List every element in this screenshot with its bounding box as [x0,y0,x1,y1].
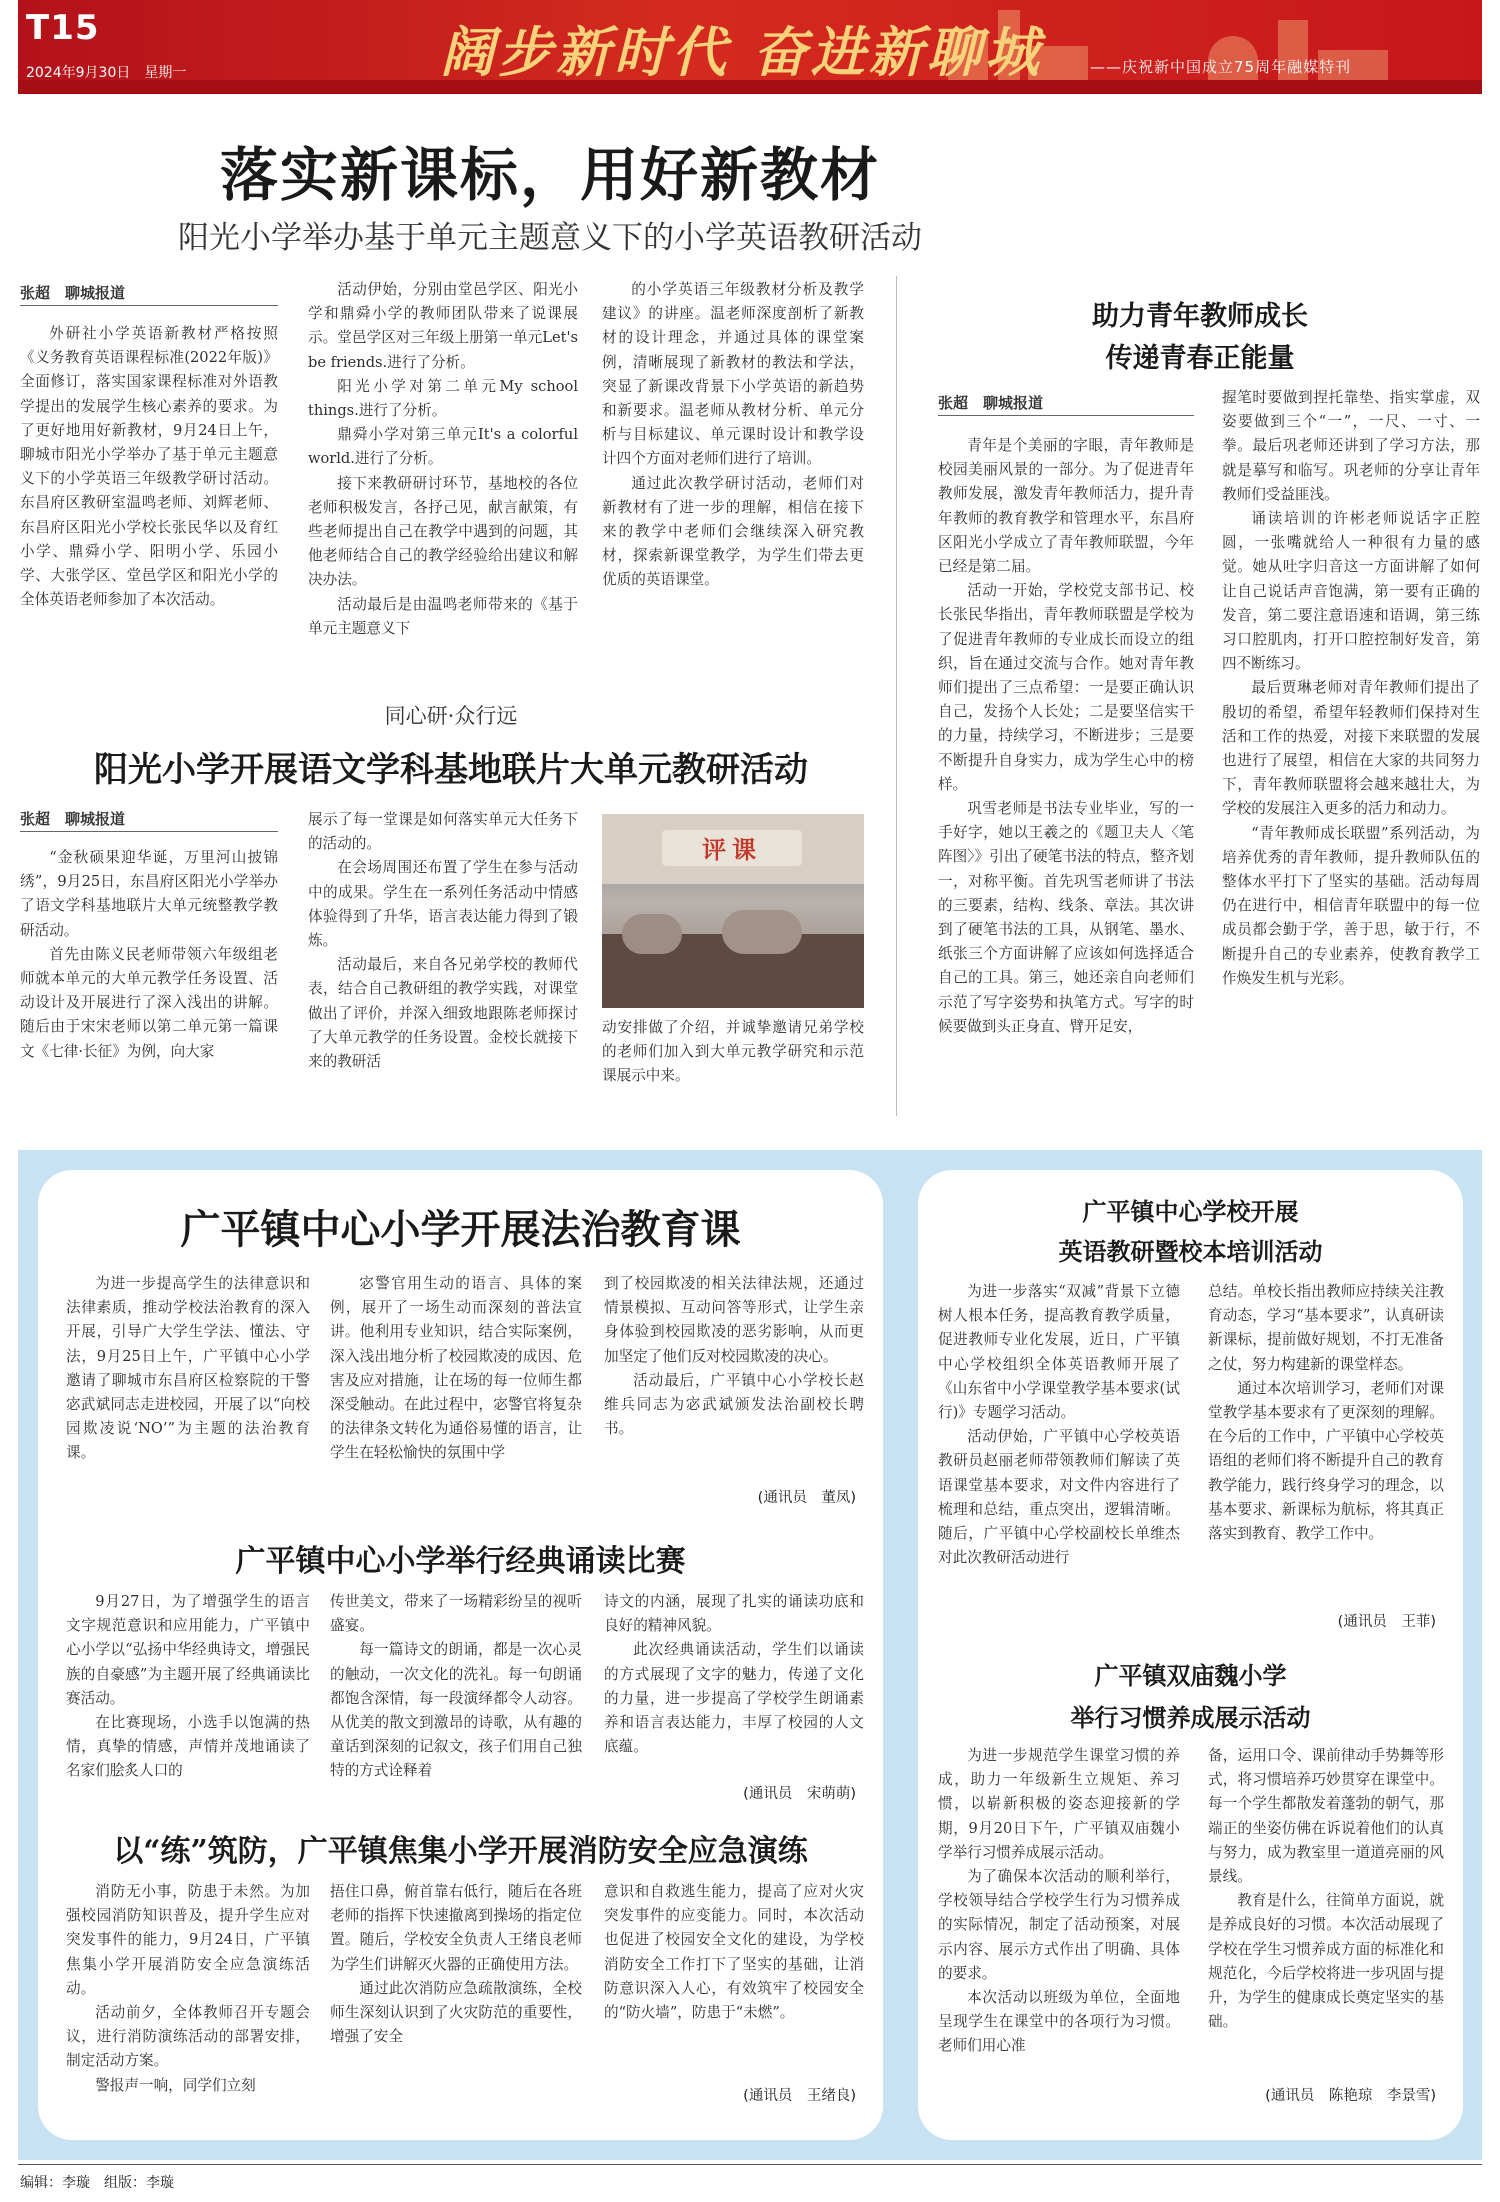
paragraph: 外研社小学英语新教材严格按照《义务教育英语课程标准(2022年版)》全面修订，落实国家课程标准对外语教学提出的发展学生核心素养的要求。为了更好地用好新教材，9月24日上午，聊城市阳光小学举办了基于单元主题意义下的小学英语三年级教学研讨活动。东昌府区教研室温鸣老师、刘辉老师、东昌府区阳光小学校长张民华以及育红小学、鼎舜小学、阳明小学、乐园小学、大张学区、堂邑学区和阳光小学的全体英语老师参加了本次活动。 [20,325,278,609]
article-2-column-3 [602,1016,864,1116]
article-7-column-1 [938,1280,1180,1632]
paragraph: 到了校园欺凌的相关法律法规，还通过情景模拟、互动问答等形式，让学生亲身体验到校园欺凌的恶劣影响，从而更加坚定了他们反对校园欺凌的决心。 [604,1275,864,1365]
paragraph: 活动前夕，全体教师召开专题会议，进行消防演练活动的部署安排，制定活动方案。 [66,2004,310,2070]
paragraph: 消防无小事，防患于未然。为加强校园消防知识普及，提升学生应对突发事件的能力，9月24日，广平镇焦集小学开展消防安全应急演练活动。 [66,1883,310,1997]
article-5-title: 广平镇中心小学举行经典诵读比赛 [235,1544,686,1579]
column-divider [896,276,897,1116]
paragraph: 诗文的内涵，展现了扎实的诵读功底和良好的精神风貌。 [604,1593,864,1635]
article-4-signature: (通讯员 董凤) [757,1490,856,1506]
paragraph: 接下来教研研讨环节，基地校的各位老师积极发言，各抒己见，献言献策，有些老师提出自己在教学中遇到的问题，其他老师结合自己的教学经验给出建议和解决办法。 [308,474,578,589]
article-1-subtitle: 阳光小学举办基于单元主题意义下的小学英语教研活动 [178,220,922,256]
article-7-column-2 [1208,1280,1444,1604]
article-3-title-line-1: 助力青年教师成长 [1092,301,1308,332]
article-6-signature: (通讯员 王绪良) [743,2088,856,2104]
paragraph: 警报声一响，同学们立刻 [95,2076,256,2094]
article-8-signature: (通讯员 陈艳琼 李景雪) [1265,2088,1436,2104]
article-3-column-1 [938,434,1194,1116]
paragraph: 教育是什么，往简单方面说，就是养成良好的习惯。本次活动展现了学校在学生习惯养成方面的标准化和规范化，今后学校将进一步巩固与提升，为学生的健康成长奠定坚实的基础。 [1208,1892,1444,2031]
paragraph: 在比赛现场，小选手以饱满的热情，真挚的情感，声情并茂地诵读了名家们脍炙人口的 [66,1714,310,1780]
article-8-column-1 [938,1744,1180,2114]
photo-banner-text: 评课 [702,835,762,864]
paragraph: 通过此次教学研讨活动，老师们对新教材有了进一步的理解，相信在接下来的教学中老师们会继续深入研究教材，探索新课堂教学，为学生们带去更优质的英语课堂。 [602,474,864,589]
paragraph: 通过此次消防应急疏散演练，全校师生深刻认识到了火灾防范的重要性，增强了安全 [330,1979,582,2046]
paragraph: 诵读培训的许彬老师说话字正腔圆，一张嘴就给人一种很有力量的感觉。她从吐字归音这一方面讲解了如何让自己说话声音饱满，第一要有正确的发音，第二要注意语速和语调，第三练习口腔肌肉，打开口腔控制好发音，第四不断练习。 [1222,510,1480,673]
article-4-column-3 [604,1272,864,1468]
paragraph: 展示了每一堂课是如何落实单元大任务下的活动的。 [308,811,578,853]
article-1-column-1 [20,322,278,682]
footer-rule [18,2164,1482,2165]
article-7-signature: (通讯员 王菲) [1337,1614,1436,1630]
paragraph: “金秋硕果迎华诞，万里河山披锦绣”，9月25日，东昌府区阳光小学举办了语文学科基地联片大单元统整教学教研活动。 [20,849,278,939]
article-1-column-3 [602,278,864,678]
article-2-kicker: 同心研·众行远 [384,704,518,728]
article-5-signature: (通讯员 宋萌萌) [743,1786,856,1802]
article-2-column-2 [308,808,578,1118]
paragraph: 每一篇诗文的朗诵，都是一次心灵的触动，一次文化的洗礼。每一句朗诵都饱含深情，每一段演绎都令人动容。从优美的散文到激昂的诗歌，从有趣的童话到深刻的记叙文，孩子们用自己独特的方式诠释着 [330,1641,582,1780]
paragraph: 的小学英语三年级教材分析及教学建议》的讲座。温老师深度剖析了新教材的设计理念，并通过具体的课堂案例，清晰展现了新教材的教法和学法，突显了新课改背景下小学英语的新趋势和新要求。温老师从教材分析、单元分析与目标建议、单元课时设计和教学设计四个方面对老师们进行了培训。 [602,281,864,468]
paragraph: 备，运用口令、课前律动手势舞等形式，将习惯培养巧妙贯穿在课堂中。每一个学生都散发着蓬勃的朝气，那端正的坐姿仿佛在诉说着他们的认真与努力，成为教室里一道道亮丽的风景线。 [1208,1747,1444,1886]
article-7-title-line-1: 广平镇中心学校开展 [1082,1197,1299,1226]
paragraph: 为进一步提高学生的法律意识和法律素质，推动学校法治教育的深入开展，引导广大学生学法、懂法、守法，9月25日上午，广平镇中心小学邀请了聊城市东昌府区检察院的干警宓武斌同志走进校园，开展了以“向校园欺凌说‘NO’”为主题的法治教育课。 [66,1275,310,1462]
paragraph: 为了确保本次活动的顺利举行，学校领导结合学校学生行为习惯养成的实际情况，制定了活动预案，对展示内容、展示方式作出了明确、具体的要求。 [938,1868,1180,1982]
article-4-column-2 [330,1272,582,1516]
article-6-column-2 [330,1880,582,2106]
paragraph: 握笔时要做到捏托靠垫、指实掌虚，双姿要做到三个“一”，一尺、一寸、一拳。最后巩老师还讲到了学习方法，那就是摹写和临写。巩老师的分享让青年教师们受益匪浅。 [1222,389,1480,503]
article-5-column-1 [66,1590,310,1810]
paragraph: 活动一开始，学校党支部书记、校长张民华指出，青年教师联盟是学校为了促进青年教师的专业成长而设立的组织，旨在通过交流与合作。她对青年教师们提出了三点希望：一是要正确认识自己，发扬个人长处；二是要坚信实干的力量，持续学习，不断进步；三是要不断提升自身实力，成为学生心中的榜样。 [938,582,1194,793]
article-5-column-3 [604,1590,864,1774]
paragraph: 活动最后，广平镇中心小学校长赵维兵同志为宓武斌颁发法治副校长聘书。 [604,1371,864,1438]
paragraph: 活动伊始，分别由堂邑学区、阳光小学和鼎舜小学的教师团队带来了说课展示。堂邑学区对三年级上册第一单元Let's be friends.进行了分析。 [308,281,578,371]
supplement-title: ——庆祝新中国成立75周年融媒特刊 [1090,58,1352,76]
article-2-column-1 [20,846,278,1116]
paragraph: 9月27日，为了增强学生的语言文字规范意识和应用能力，广平镇中心小学以“弘扬中华经典诗文，增强民族的自豪感”为主题开展了经典诵读比赛活动。 [66,1593,310,1707]
article-7-title-line-2: 英语教研暨校本培训活动 [1058,1237,1323,1266]
paragraph: 本次活动以班级为单位，全面地呈现学生在课堂中的各项行为习惯。老师们用心准 [938,1989,1180,2055]
article-2-byline: 张超 聊城报道 [20,808,278,832]
footer-credits: 编辑：李璇 组版：李璇 [20,2175,174,2191]
paragraph: 此次经典诵读活动，学生们以诵读的方式展现了文字的魅力，传递了文化的力量，进一步提高了学校学生朗诵素养和语言表达能力，丰厚了校园的人文底蕴。 [604,1641,864,1756]
event-photo [602,814,864,1008]
article-5-column-2 [330,1590,582,1810]
issue-date: 2024年9月30日 星期一 [26,65,187,81]
paragraph: 动安排做了介绍，并诚挚邀请兄弟学校的老师们加入到大单元教学研究和示范课展示中来。 [602,1019,864,1085]
banner-slogan: 阔步新时代 奋进新聊城 [440,20,1043,84]
article-4-title: 广平镇中心小学开展法治教育课 [180,1206,741,1253]
article-1-title: 落实新课标，用好新教材 [219,141,880,209]
page-number: T15 [26,8,100,48]
article-8-column-2 [1208,1744,1444,2076]
article-3-title-line-2: 传递青春正能量 [1105,343,1295,374]
article-3-column-2 [1222,386,1480,1116]
paragraph: 活动伊始，广平镇中心学校英语教研员赵丽老师带领教师们解读了英语课堂基本要求，对文件内容进行了梳理和总结，重点突出，逻辑清晰。随后，广平镇中心学校副校长单维杰对此次教研活动进行 [938,1428,1180,1567]
article-6-column-3 [604,1880,864,2076]
paragraph: 意识和自救逃生能力，提高了应对火灾突发事件的应变能力。同时，本次活动也促进了校园安全文化的建设，为学校消防安全工作打下了坚实的基础，让消防意识深入人心，有效筑牢了校园安全的“防火墙”，防患于“未燃”。 [604,1883,864,2022]
paragraph: 在会场周围还布置了学生在参与活动中的成果。学生在一系列任务活动中情感体验得到了升华，语言表达能力得到了锻炼。 [308,859,578,950]
article-6-title: 以“练”筑防，广平镇焦集小学开展消防安全应急演练 [113,1834,808,1869]
paragraph: 活动最后是由温鸣老师带来的《基于单元主题意义下 [308,595,578,637]
article-3-byline: 张超 聊城报道 [938,392,1194,416]
article-8-title-line-2: 举行习惯养成展示活动 [1070,1703,1311,1732]
paragraph: 总结。单校长指出教师应持续关注教育动态，学习“基本要求”，认真研读新课标，提前做好规划，不打无准备之仗，努力构建新的课堂样态。 [1208,1283,1444,1373]
paragraph: 为进一步规范学生课堂习惯的养成，助力一年级新生立规矩、养习惯，以崭新积极的姿态迎接新的学期，9月20日下午，广平镇双庙魏小学举行习惯养成展示活动。 [938,1747,1180,1861]
paragraph: 传世美文，带来了一场精彩纷呈的视听盛宴。 [330,1593,582,1635]
photo-audience [622,914,682,954]
paragraph: 最后贾琳老师对青年教师们提出了殷切的希望，希望年轻教师们保持对生活和工作的热爱，对接下来联盟的发展也进行了展望，相信在大家的共同努力下，青年教师联盟将会越来越壮大，为学校的发展注入更多的活力和动力。 [1222,679,1480,818]
paragraph: 通过本次培训学习，老师们对课堂教学基本要求有了更深刻的理解。在今后的工作中，广平镇中心学校英语组的老师们将不断提升自己的教育教学能力，践行终身学习的理念，以基本要求、新课标为航标，将其真正落实到教育、教学工作中。 [1208,1379,1444,1543]
article-1-byline: 张超 聊城报道 [20,282,278,306]
paragraph: 首先由陈义民老师带领六年级组老师就本单元的大单元教学任务设置、活动设计及开展进行了深入浅出的讲解。随后由于宋宋老师以第二单元第一篇课文《七律·长征》为例，向大家 [20,945,278,1060]
paragraph: 青年是个美丽的字眼，青年教师是校园美丽风景的一部分。为了促进青年教师发展，激发青年教师活力，提升青年教师的教育教学和管理水平，东昌府区阳光小学成立了青年教师联盟，今年已经是第二届。 [938,437,1194,576]
article-8-title-line-1: 广平镇双庙魏小学 [1094,1661,1287,1690]
article-2-title: 阳光小学开展语文学科基地联片大单元教研活动 [94,750,808,790]
article-4-column-1 [66,1272,310,1516]
paragraph: 为进一步落实“双减”背景下立德树人根本任务，提高教育教学质量，促进教师专业化发展，近日，广平镇中心学校组织全体英语教师开展了《山东省中小学课堂教学基本要求(试行)》专题学习活动。 [938,1283,1180,1422]
paragraph: 巩雪老师是书法专业毕业，写的一手好字，她以王羲之的《题卫夫人〈笔阵图〉》引出了硬笔书法的特点，整齐划一，对称平衡。首先巩雪老师讲了书法的三要素，结构、线条、章法。其次讲到了硬笔书法的工具，从钢笔、墨水、纸张三个方面讲解了应该如何选择适合自己的工具。第三，她还亲自向老师们示范了写字姿势和执笔方式。写字的时候要做到头正身直、臂开足安， [938,800,1194,1035]
paragraph: 宓警官用生动的语言、具体的案例，展开了一场生动而深刻的普法宣讲。他利用专业知识，结合实际案例，深入浅出地分析了校园欺凌的成因、危害及应对措施，让在场的每一位师生都深受触动。在此过程中，宓警官将复杂的法律条文转化为通俗易懂的语言，让学生在轻松愉快的氛围中学 [330,1275,582,1462]
photo-audience [722,910,802,954]
paragraph: 鼎舜小学对第三单元It's a colorful world.进行了分析。 [308,426,578,468]
paragraph: 活动最后，来自各兄弟学校的教师代表，结合自己教研组的教学实践，对课堂做出了评价，并深入细致地跟陈老师探讨了大单元教学的任务设置。金校长就接下来的教研活 [308,956,578,1071]
paragraph: 阳光小学对第二单元My school things.进行了分析。 [308,377,578,420]
paragraph: 捂住口鼻，俯首靠右低行，随后在各班老师的指挥下快速撤离到操场的指定位置。随后，学校安全负责人王绪良老师为学生们讲解灭火器的正确使用方法。 [330,1883,582,1973]
paragraph: “青年教师成长联盟”系列活动，为培养优秀的青年教师，提升教师队伍的整体水平打下了坚实的基础。活动每周仍在进行中，相信青年联盟中的每一位成员都会勤于学，善于思，敏于行，不断提升自己的专业素养，使教育教学工作焕发生机与光彩。 [1222,824,1480,987]
article-1-column-2 [308,278,578,678]
article-6-column-1 [66,1880,310,2106]
